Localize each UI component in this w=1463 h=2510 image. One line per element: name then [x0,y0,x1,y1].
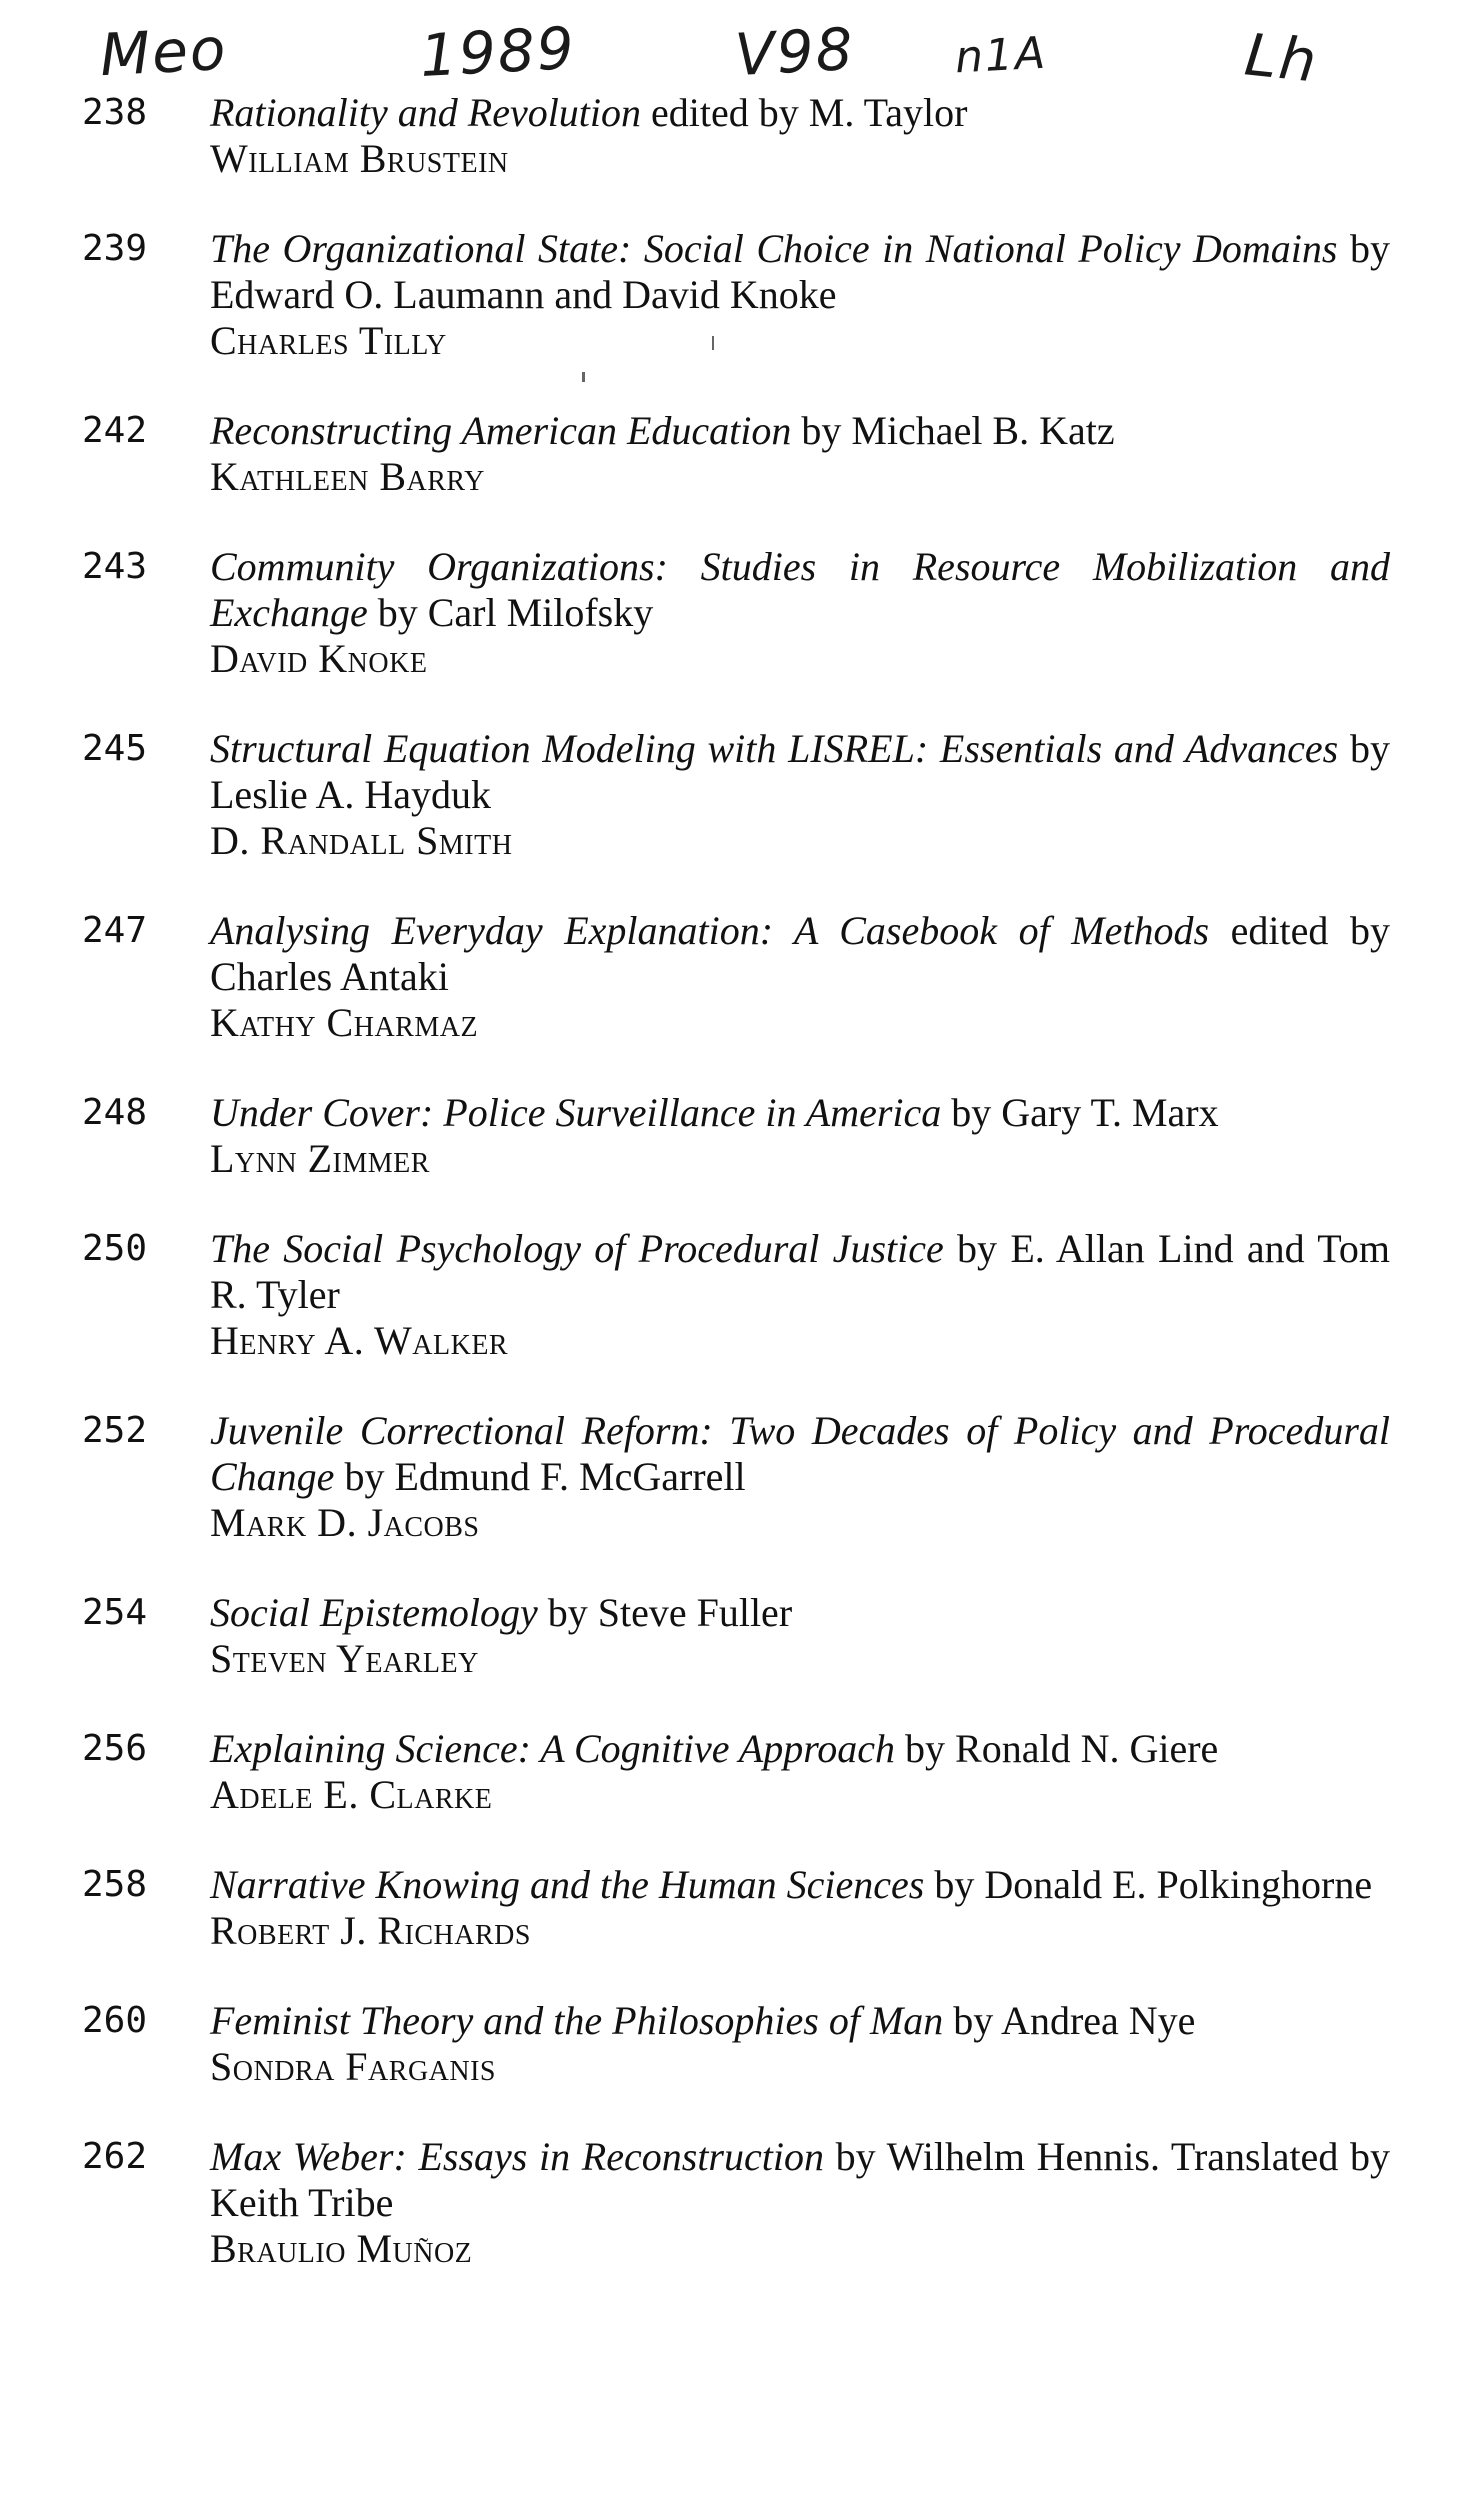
book-citation [210,1590,1390,1636]
book-title: Juvenile Correctional Reform: Two Decades of Policy and Procedural Change [210,1408,1390,1499]
review-entry [0,408,1463,500]
book-citation [210,1090,1390,1136]
reviewer-name: Kathleen Barry [210,454,485,499]
review-entry [0,544,1463,682]
entry-body [210,1590,1390,1682]
page-number: 242 [82,410,148,451]
book-credit: by Donald E. Polkinghorne [924,1862,1373,1907]
book-citation [210,1862,1390,1908]
book-title: Structural Equation Modeling with LISREL: Essentials and Advances [210,726,1339,771]
book-credit: by Steve Fuller [537,1590,793,1635]
entry-body [210,90,1390,182]
book-credit: by Wilhelm Hennis. Translated by Keith Tribe [210,2134,1390,2225]
handwritten-note: Mео [98,14,229,90]
book-title: Analysing Everyday Explanation: A Casebook of Methods [210,908,1210,953]
print-speck [712,336,714,350]
book-title: Reconstructing American Education [210,408,792,453]
reviewer-name: Adele E. Clarke [210,1772,493,1817]
book-title: Under Cover: Police Surveillance in America [210,1090,942,1135]
book-citation [210,726,1390,818]
entry-body [210,1408,1390,1546]
entry-body [210,2134,1390,2272]
reviewer-name: Steven Yearley [210,1636,479,1681]
page-number: 258 [82,1864,148,1905]
book-credit: by Andrea Nye [943,1998,1196,2043]
book-title: The Organizational State: Social Choice in National Policy Domains [210,226,1338,271]
book-citation [210,544,1390,636]
reviewer-name: Kathy Charmaz [210,1000,479,1045]
reviewer-name: Braulio Muñoz [210,2226,473,2271]
entry-body [210,1226,1390,1364]
book-citation [210,1998,1390,2044]
review-entry [0,1998,1463,2090]
review-entry [0,1090,1463,1182]
review-entry [0,90,1463,182]
handwritten-annotations [0,8,1463,96]
page-number: 247 [82,910,148,951]
page-number: 254 [82,1592,148,1633]
book-title: Explaining Science: A Cognitive Approach [210,1726,896,1771]
entry-body [210,726,1390,864]
book-citation [210,226,1390,318]
reviewer-name: William Brustein [210,136,509,181]
book-title: Feminist Theory and the Philosophies of Man [210,1998,944,2043]
review-entry [0,726,1463,864]
entry-body [210,1998,1390,2090]
book-citation [210,90,1390,136]
book-title: The Social Psychology of Procedural Justice [210,1226,944,1271]
review-entry [0,1862,1463,1954]
book-title: Community Organizations: Studies in Resource Mobilization and Exchange [210,544,1390,635]
page-number: 248 [82,1092,148,1133]
page-number: 238 [82,92,148,133]
review-entry [0,1590,1463,1682]
review-entry [0,2134,1463,2272]
book-citation [210,1726,1390,1772]
reviewer-name: Mark D. Jacobs [210,1500,480,1545]
review-entry [0,1226,1463,1364]
reviewer-name: Charles Tilly [210,318,447,363]
reviewer-name: Sondra Farganis [210,2044,497,2089]
book-credit: by Gary T. Marx [941,1090,1219,1135]
book-citation [210,908,1390,1000]
page-number: 243 [82,546,148,587]
reviewer-name: Lynn Zimmer [210,1136,430,1181]
page-number: 252 [82,1410,148,1451]
book-citation [210,2134,1390,2226]
review-entry [0,226,1463,364]
entry-body [210,226,1390,364]
reviewer-name: David Knoke [210,636,428,681]
book-credit: by Edward O. Laumann and David Knoke [210,226,1391,317]
book-credit: edited by M. Taylor [641,90,968,135]
book-title: Max Weber: Essays in Reconstruction [210,2134,824,2179]
book-citation [210,1408,1390,1500]
handwritten-note: V98 [733,14,857,90]
reviewer-name: Henry A. Walker [210,1318,509,1363]
book-title: Rationality and Revolution [210,90,642,135]
page-number: 250 [82,1228,148,1269]
entry-body [210,908,1390,1046]
book-citation [210,408,1390,454]
entry-body [210,1726,1390,1818]
book-title: Social Epistemology [210,1590,538,1635]
reviewer-name: D. Randall Smith [210,818,513,863]
page-number: 245 [82,728,148,769]
handwritten-note: n1A [953,27,1049,84]
entry-body [210,1090,1390,1182]
handwritten-note: Lh [1241,20,1322,96]
entry-body [210,1862,1390,1954]
page-number: 239 [82,228,148,269]
book-credit: edited by Charles Antaki [210,908,1390,999]
book-review-list [0,90,1463,2316]
handwritten-note: 1989 [418,13,578,91]
review-entry [0,1408,1463,1546]
review-entry [0,908,1463,1046]
book-credit: by E. Allan Lind and Tom R. Tyler [210,1226,1390,1317]
review-entry [0,1726,1463,1818]
entry-body [210,544,1390,682]
book-citation [210,1226,1390,1318]
book-credit: by Carl Milofsky [367,590,654,635]
page-number: 260 [82,2000,148,2041]
book-credit: by Leslie A. Hayduk [210,726,1391,817]
entry-body [210,408,1390,500]
book-title: Narrative Knowing and the Human Sciences [210,1862,925,1907]
reviewer-name: Robert J. Richards [210,1908,531,1953]
print-speck [582,372,585,382]
page-number: 256 [82,1728,148,1769]
page-number: 262 [82,2136,148,2177]
book-credit: by Michael B. Katz [791,408,1115,453]
book-credit: by Ronald N. Giere [895,1726,1219,1771]
book-credit: by Edmund F. McGarrell [334,1454,746,1499]
